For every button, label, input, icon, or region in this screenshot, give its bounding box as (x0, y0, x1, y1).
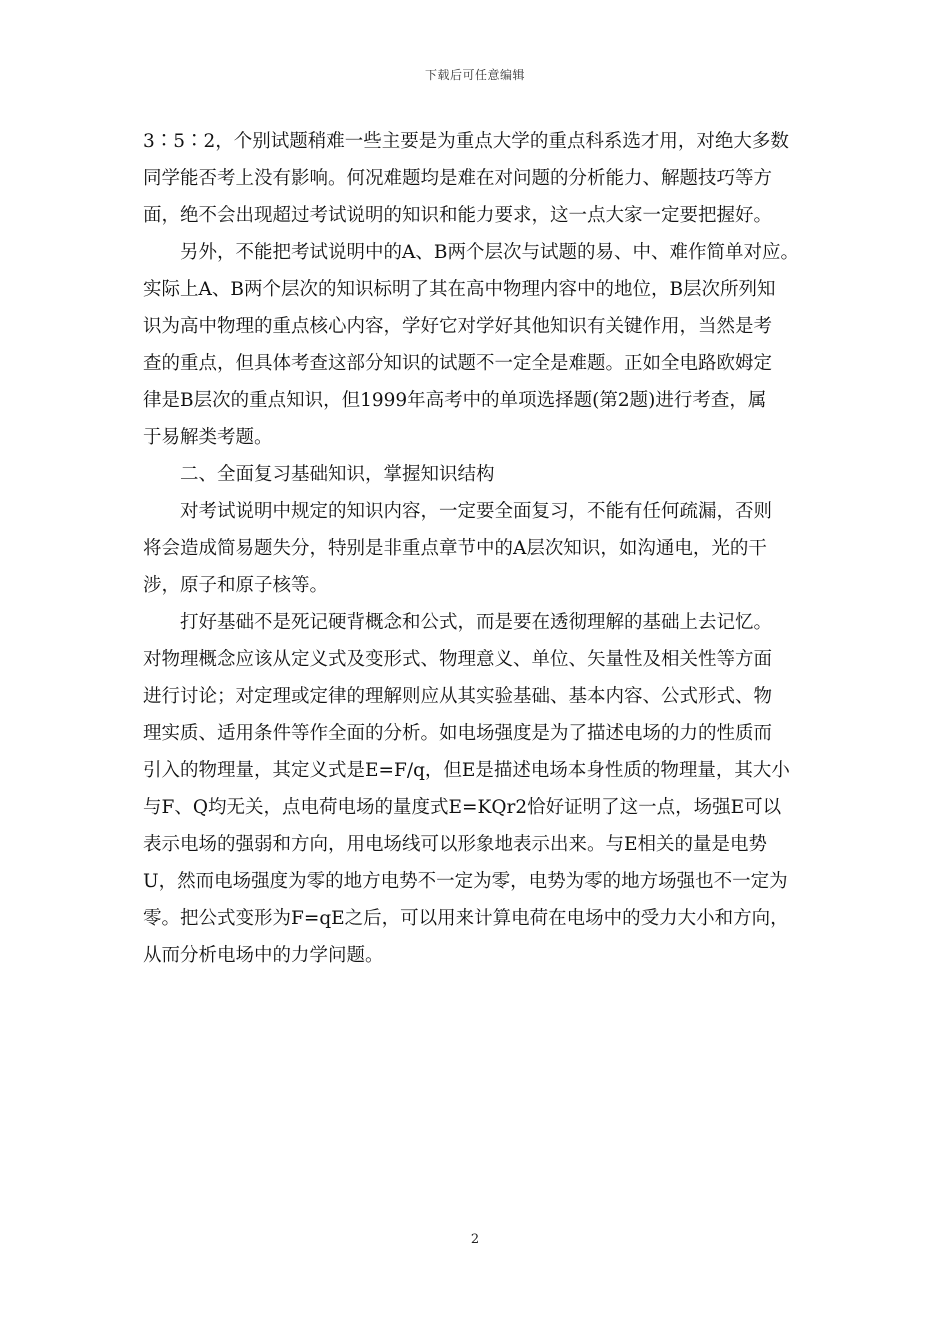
text-line: 从而分析电场中的力学问题。 (143, 945, 384, 966)
text-line: 律是B层次的重点知识，但1999年高考中的单项选择题(第2题)进行考查，属 (143, 390, 767, 411)
text-line: 面，绝不会出现超过考试说明的知识和能力要求，这一点大家一定要把握好。 (143, 205, 773, 226)
text-line: 打好基础不是死记硬背概念和公式，而是要在透彻理解的基础上去记忆。 (143, 612, 773, 633)
text-line: 零。把公式变形为F=qE之后，可以用来计算电荷在电场中的受力大小和方向， (143, 908, 789, 929)
document-body (143, 123, 811, 974)
text-line: 于易解类考题。 (143, 427, 273, 448)
text-line: 引入的物理量，其定义式是E=F/q，但E是描述电场本身性质的物理量，其大小 (143, 760, 790, 781)
text-line: 理实质、适用条件等作全面的分析。如电场强度是为了描述电场的力的性质而 (143, 723, 773, 744)
text-line: 实际上A、B两个层次的知识标明了其在高中物理内容中的地位，B层次所列知 (143, 279, 776, 300)
text-line: 对物理概念应该从定义式及变形式、物理意义、单位、矢量性及相关性等方面 (143, 649, 773, 670)
text-line: 表示电场的强弱和方向，用电场线可以形象地表示出来。与E相关的量是电势 (143, 834, 768, 855)
text-line: 识为高中物理的重点核心内容，学好它对学好其他知识有关键作用，当然是考 (143, 316, 773, 337)
text-line: 同学能否考上没有影响。何况难题均是难在对问题的分析能力、解题技巧等方 (143, 168, 773, 189)
text-line: 对考试说明中规定的知识内容，一定要全面复习，不能有任何疏漏，否则 (143, 501, 773, 522)
section-heading: 二、全面复习基础知识，掌握知识结构 (143, 464, 495, 485)
text-line: 进行讨论；对定理或定律的理解则应从其实验基础、基本内容、公式形式、物 (143, 686, 773, 707)
page-number: 2 (470, 1232, 480, 1247)
text-line: 另外，不能把考试说明中的A、B两个层次与试题的易、中、难作简单对应。 (143, 242, 799, 263)
text-line: 将会造成简易题失分，特别是非重点章节中的A层次知识，如沟通电，光的干 (143, 538, 767, 559)
page-header: 下载后可任意编辑 (424, 68, 525, 82)
text-line: 查的重点，但具体考查这部分知识的试题不一定全是难题。正如全电路欧姆定 (143, 353, 773, 374)
text-line: 3∶5∶2，个别试题稍难一些主要是为重点大学的重点科系选才用，对绝大多数 (143, 131, 789, 152)
text-line: U，然而电场强度为零的地方电势不一定为零，电势为零的地方场强也不一定为 (143, 871, 788, 892)
text-line: 涉，原子和原子核等。 (143, 575, 329, 596)
text-line: 与F、Q均无关，点电荷电场的量度式E=KQr2恰好证明了这一点，场强E可以 (143, 797, 782, 818)
